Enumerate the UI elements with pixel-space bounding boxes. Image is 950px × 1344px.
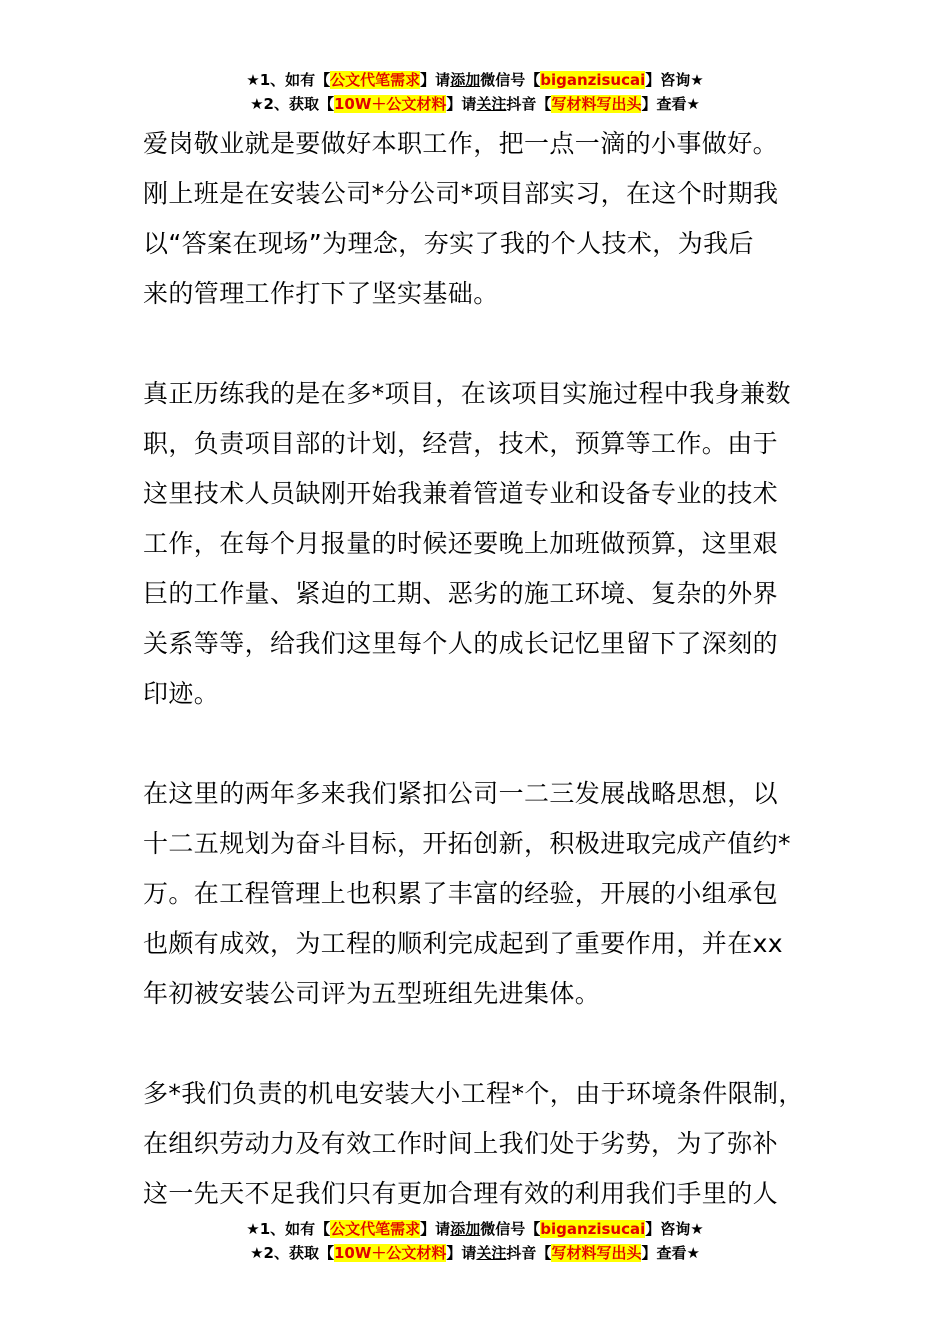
text-line: 巨的工作量、紧迫的工期、恶劣的施工环境、复杂的外界	[143, 579, 779, 608]
promo-text: 】请	[420, 71, 451, 89]
text-line: 年初被安装公司评为五型班组先进集体。	[143, 979, 601, 1008]
text-line: 以“答案在现场”为理念，夯实了我的个人技术，为我后	[143, 229, 754, 258]
promo-line-2	[0, 1241, 950, 1265]
promo-text: 】咨询★	[645, 71, 704, 89]
promo-wechat-id: biganzisucai	[540, 1220, 646, 1238]
paragraph	[143, 119, 823, 319]
promo-text: 】请	[446, 95, 477, 113]
promo-underlined: 关注	[476, 95, 507, 113]
promo-text: ★2、获取【	[250, 1244, 334, 1262]
text-line: 印迹。	[143, 679, 220, 708]
promo-text: 】查看★	[641, 1244, 700, 1262]
text-line: 刚上班是在安装公司*分公司*项目部实习，在这个时期我	[143, 179, 779, 208]
promo-line-2	[0, 92, 950, 116]
promo-line-1	[0, 1217, 950, 1241]
promo-text: 】查看★	[641, 95, 700, 113]
paragraph	[143, 1069, 823, 1219]
text-line: 这里技术人员缺刚开始我兼着管道专业和设备专业的技术	[143, 479, 779, 508]
header-promo-banner	[0, 68, 950, 116]
promo-wechat-id: biganzisucai	[540, 71, 646, 89]
promo-underlined: 添加	[450, 71, 481, 89]
promo-text: 微信号【	[480, 1220, 541, 1238]
text-line: 关系等等，给我们这里每个人的成长记忆里留下了深刻的	[143, 629, 779, 658]
promo-text: ★1、如有【	[246, 71, 331, 89]
text-line: 十二五规划为奋斗目标，开拓创新，积极进取完成产值约*	[143, 829, 791, 858]
paragraph	[143, 769, 823, 1019]
text-line: 爱岗敬业就是要做好本职工作，把一点一滴的小事做好。	[143, 129, 779, 158]
promo-douyin-account: 写材料写出头	[551, 95, 642, 113]
document-body	[143, 119, 823, 1219]
promo-text: 】咨询★	[645, 1220, 704, 1238]
footer-promo-banner	[0, 1217, 950, 1265]
promo-text: 抖音【	[506, 95, 552, 113]
text-line: 万。在工程管理上也积累了丰富的经验，开展的小组承包	[143, 879, 779, 908]
promo-douyin-account: 写材料写出头	[551, 1244, 642, 1262]
promo-text: 】请	[446, 1244, 477, 1262]
text-line: 真正历练我的是在多*项目，在该项目实施过程中我身兼数	[143, 379, 791, 408]
promo-highlight: 10W＋公文材料	[333, 95, 447, 113]
text-line: 多*我们负责的机电安装大小工程*个，由于环境条件限制，	[143, 1079, 804, 1108]
text-line: 来的管理工作打下了坚实基础。	[143, 279, 499, 308]
paragraph	[143, 369, 823, 719]
text-line: 也颇有成效，为工程的顺利完成起到了重要作用，并在xx	[143, 929, 783, 958]
text-line: 工作，在每个月报量的时候还要晚上加班做预算，这里艰	[143, 529, 779, 558]
promo-highlight: 公文代笔需求	[330, 71, 421, 89]
promo-text: ★2、获取【	[250, 95, 334, 113]
promo-text: ★1、如有【	[246, 1220, 331, 1238]
promo-text: 】请	[420, 1220, 451, 1238]
text-line: 在组织劳动力及有效工作时间上我们处于劣势，为了弥补	[143, 1129, 779, 1158]
promo-text: 抖音【	[506, 1244, 552, 1262]
promo-highlight: 10W＋公文材料	[333, 1244, 447, 1262]
promo-highlight: 公文代笔需求	[330, 1220, 421, 1238]
promo-underlined: 添加	[450, 1220, 481, 1238]
text-line: 这一先天不足我们只有更加合理有效的利用我们手里的人	[143, 1179, 779, 1208]
promo-underlined: 关注	[476, 1244, 507, 1262]
text-line: 在这里的两年多来我们紧扣公司一二三发展战略思想，以	[143, 779, 779, 808]
text-line: 职，负责项目部的计划，经营，技术，预算等工作。由于	[143, 429, 779, 458]
promo-line-1	[0, 68, 950, 92]
promo-text: 微信号【	[480, 71, 541, 89]
